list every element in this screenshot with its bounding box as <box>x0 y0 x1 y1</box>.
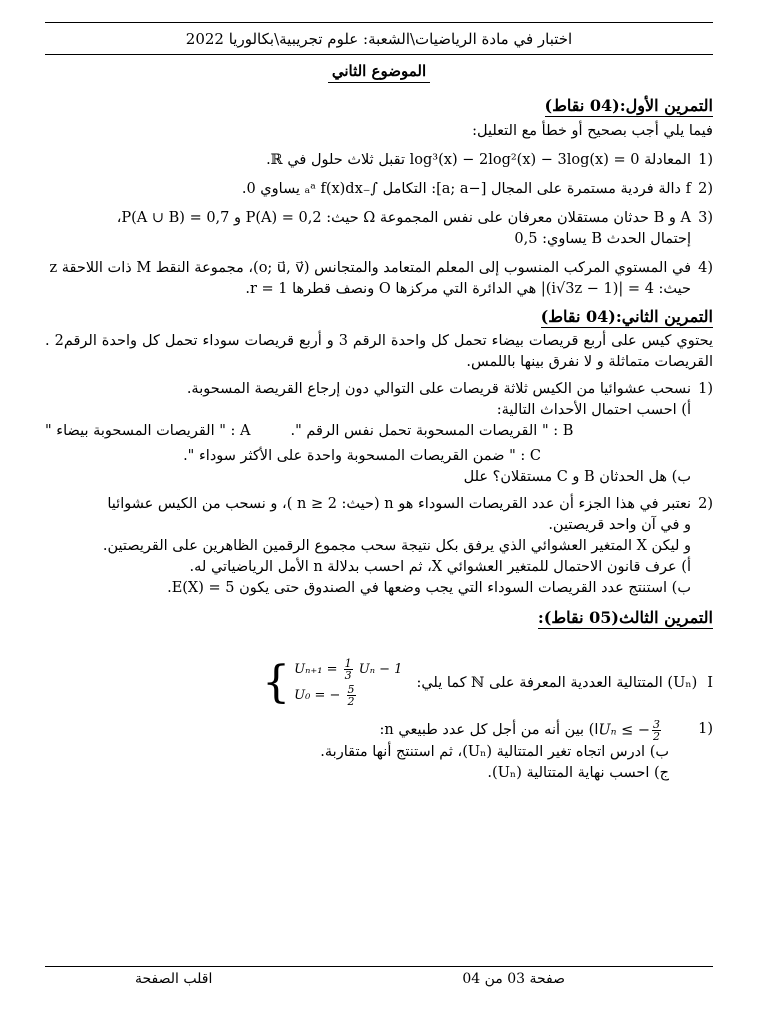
ex1-item-3: 3) A و B حدثان مستقلان معرفان على نفس المجموعة Ω حيث: P(A) = 0,2 و P(A ∪ B) = 0,7، إحتمال الحدث B يساوي: 0,5 <box>116 210 713 247</box>
page-number: صفحة 03 من 04 <box>462 971 565 987</box>
part-i-label: I <box>707 675 713 691</box>
exercise-1-title: التمرين الأول:(04 نقاط) <box>544 96 713 115</box>
exercise-3-title: التمرين الثالث(05 نقاط): <box>537 608 713 627</box>
ex1-item-4: 4) في المستوي المركب المنسوب إلى المعلم المتعامد والمتجانس (o; u⃗, v⃗)، مجموعة النقط M ذات اللاحقة z حيث: 4 = |(1 − i√3z)| هي الدائرة التي مركزها O ونصف قطرها r = 1. <box>49 260 713 297</box>
subject-title: الموضوع الثاني <box>328 62 430 83</box>
event-a: A : " القريصات المسحوبة بيضاء " <box>45 423 251 439</box>
ex3-question-1: 1) ا) بين أنه من أجل كل عدد طبيعي n: Uₙ ≤ − $\frac{3}{2}$ ب) ادرس اتجاه تغير المتتالية (Uₙ)، ثم استنتج أنها متقاربة. ج) احسب نهاية المتتالية (Uₙ). <box>320 718 713 781</box>
ex2-question-2: 2) نعتبر في هذا الجزء أن عدد القريصات السوداء هو n (حيث: n ≥ 2 )، و نسحب من الكيس عشوائيا و في آن واحد قريصتين. و ليكن X المتغير العشوائي الذي يرفق بكل نتيجة سحب مجموع الرقمين الظاهرين على القريصتين. أ) عرف قانون الاحتمال للمتغير العشوائي X، ثم احسب بدلالة n الأمل الرياضياتي له. ب) استنتج عدد القريصات السوداء التي يجب وضعها في الصندوق حتى يكون E(X) = 5. <box>102 496 713 596</box>
event-c: C : " ضمن القريصات المسحوبة واحدة على الأكثر سوداء ". <box>183 448 541 464</box>
sequence-system: { Uₙ₊₁ = $\frac{1}{3}$ Uₙ − 1 U₀ = − $\frac{5}{2}$ <box>262 657 403 708</box>
exercise-1-intro: فيما يلي أجب بصحيح أو خطأ مع التعليل: <box>472 123 713 139</box>
header-rule <box>45 54 713 55</box>
exam-page <box>45 22 713 784</box>
page-footer <box>45 971 713 991</box>
ex1-item-2: 2) f دالة فردية مستمرة على المجال [−a; a]: التكامل ∫₋ₐᵃ f(x)dx يساوي 0. <box>241 181 713 197</box>
sequence-text: (Uₙ) المتتالية العددية المعرفة على ℕ كما يلي: <box>416 675 698 691</box>
event-b: B : " القريصات المسحوبة تحمل نفس الرقم ". <box>290 423 574 439</box>
exercise-2-intro: يحتوي كيس على أربع قريصات بيضاء تحمل كل واحدة الرقم 3 و أربع قريصات سوداء تحمل كل واحدة الرقم2 . القريصات متماثلة و لا نفرق بينها باللمس. <box>45 333 713 370</box>
ex2-question-1: 1) نسحب عشوائيا من الكيس ثلاثة قريصات على التوالي دون إرجاع القريصة المسحوبة. أ) احسب احتمال الأحداث التالية: A : " القريصات المسحوبة بيضاء " B : " القريصات المسحوبة تحمل نفس الرقم ". C : " ضمن القريصات المسحوبة واحدة على الأكثر سوداء ". ب) هل الحدثان B و C مستقلان؟ علل <box>45 381 713 485</box>
exercise-2-title: التمرين الثاني:(04 نقاط) <box>540 307 713 326</box>
footer-rule <box>45 966 713 967</box>
sequence-definition <box>45 657 713 709</box>
turn-page-note: اقلب الصفحة <box>135 971 213 987</box>
exam-header: اختبار في مادة الرياضيات\الشعبة: علوم تجريبية\بكالوريا 2022 <box>185 30 573 48</box>
ex1-item-1: 1) المعادلة log³(x) − 2log²(x) − 3log(x) = 0 تقبل ثلاث حلول في ℝ. <box>266 152 713 168</box>
